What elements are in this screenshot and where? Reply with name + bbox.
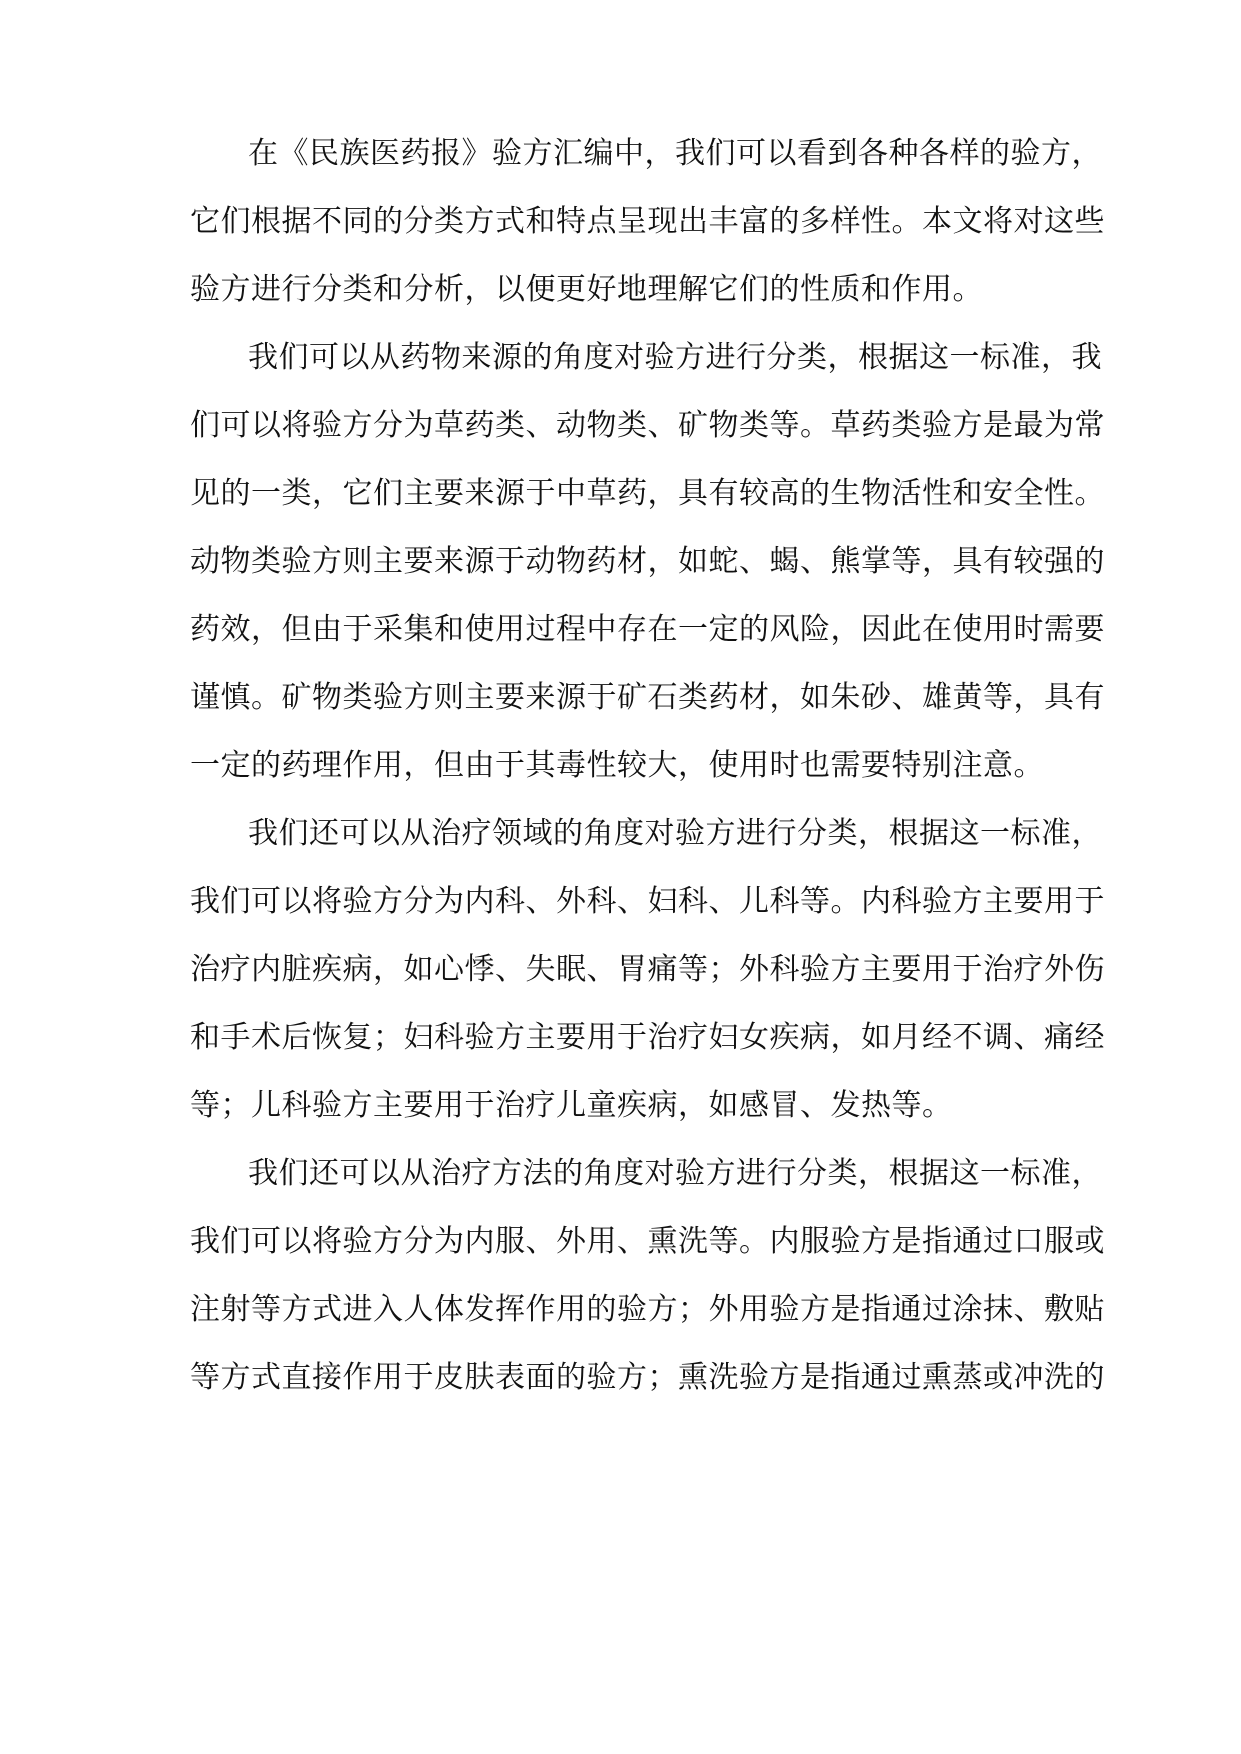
para-2-line-1: 我们可以从药物来源的角度对验方进行分类，根据这一标准，我 [248, 340, 1102, 375]
para-3-line-3: 治疗内脏疾病，如心悸、失眠、胃痛等；外科验方主要用于治疗外伤 [190, 952, 1105, 987]
para-1-line-3: 验方进行分类和分析，以便更好地理解它们的性质和作用。 [190, 272, 983, 307]
para-2-line-4: 动物类验方则主要来源于动物药材，如蛇、蝎、熊掌等，具有较强的 [190, 544, 1105, 579]
para-2-line-5: 药效，但由于采集和使用过程中存在一定的风险，因此在使用时需要 [190, 612, 1105, 647]
para-2-line-7: 一定的药理作用，但由于其毒性较大，使用时也需要特别注意。 [190, 748, 1044, 783]
para-4-line-1: 我们还可以从治疗方法的角度对验方进行分类，根据这一标准， [248, 1156, 1102, 1191]
para-1-line-1: 在《民族医药报》验方汇编中，我们可以看到各种各样的验方， [248, 136, 1102, 171]
para-3-line-4: 和手术后恢复；妇科验方主要用于治疗妇女疾病，如月经不调、痛经 [190, 1020, 1105, 1055]
para-3-line-5: 等；儿科验方主要用于治疗儿童疾病，如感冒、发热等。 [190, 1088, 953, 1123]
para-3-line-2: 我们可以将验方分为内科、外科、妇科、儿科等。内科验方主要用于 [190, 884, 1105, 919]
para-1-line-2: 它们根据不同的分类方式和特点呈现出丰富的多样性。本文将对这些 [190, 204, 1105, 239]
para-3-line-1: 我们还可以从治疗领域的角度对验方进行分类，根据这一标准， [248, 816, 1102, 851]
para-4-line-3: 注射等方式进入人体发挥作用的验方；外用验方是指通过涂抹、敷贴 [190, 1292, 1105, 1327]
para-4-line-2: 我们可以将验方分为内服、外用、熏洗等。内服验方是指通过口服或 [190, 1224, 1105, 1259]
para-2-line-2: 们可以将验方分为草药类、动物类、矿物类等。草药类验方是最为常 [190, 408, 1105, 443]
para-4-line-4: 等方式直接作用于皮肤表面的验方；熏洗验方是指通过熏蒸或冲洗的 [190, 1360, 1105, 1395]
para-2-line-3: 见的一类，它们主要来源于中草药，具有较高的生物活性和安全性。 [190, 476, 1105, 511]
para-2-line-6: 谨慎。矿物类验方则主要来源于矿石类药材，如朱砂、雄黄等，具有 [190, 680, 1105, 715]
